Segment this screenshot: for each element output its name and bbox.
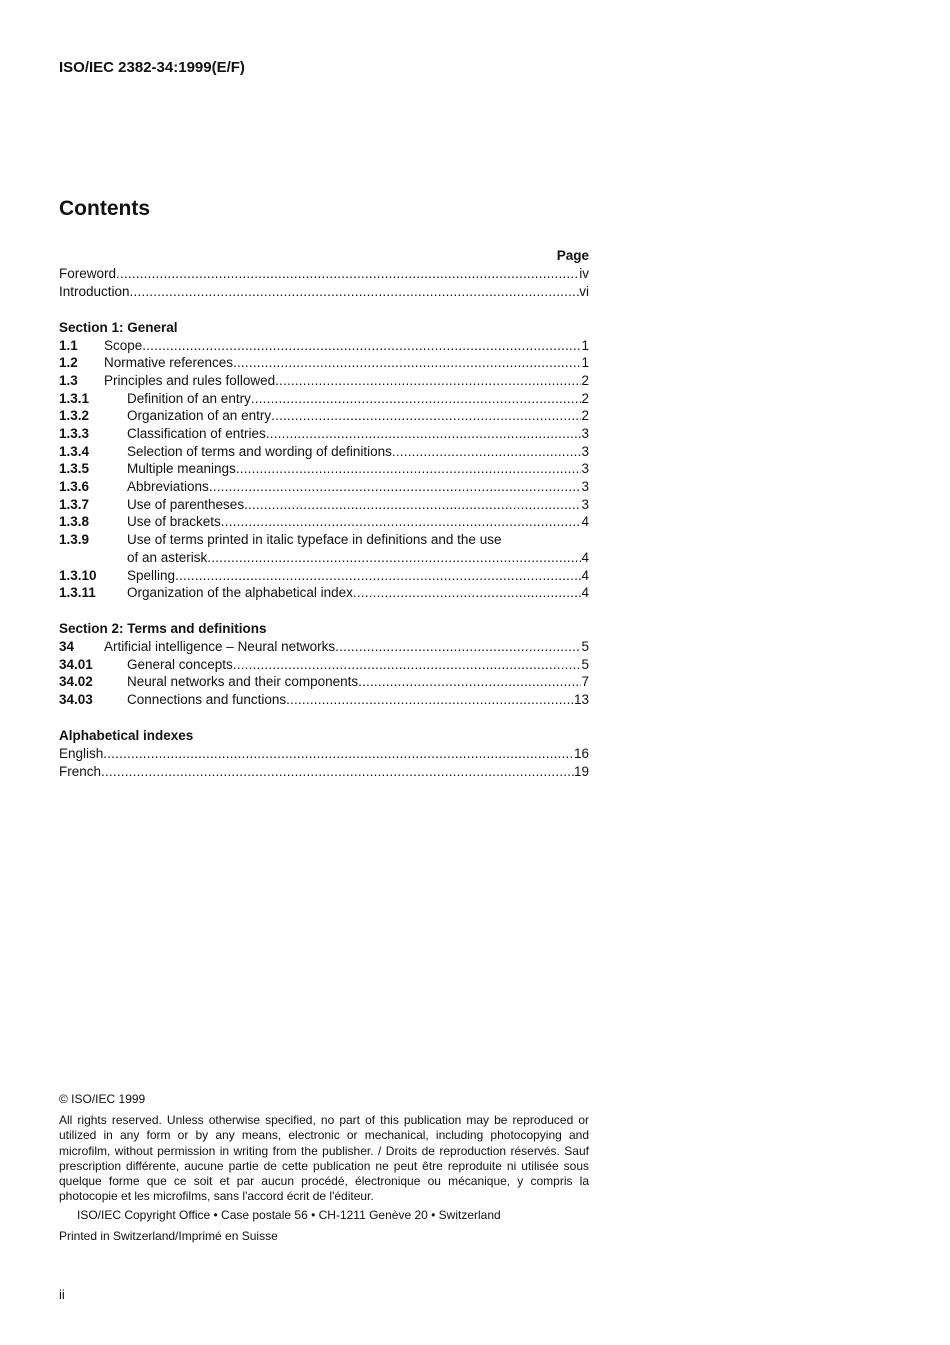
toc-page: 2 bbox=[581, 390, 589, 406]
toc-page: 13 bbox=[573, 692, 589, 708]
toc-number: 1.3.8 bbox=[59, 514, 90, 530]
toc-title: English bbox=[59, 746, 104, 761]
toc-entry[interactable] bbox=[59, 656, 589, 674]
toc-title: Use of terms printed in italic typeface in definitions and the use bbox=[127, 532, 502, 548]
toc-number: 1.3.7 bbox=[59, 496, 90, 512]
toc-entry-french-index[interactable] bbox=[59, 763, 589, 781]
toc-title: Scope bbox=[104, 337, 143, 353]
toc-number: 1.3.4 bbox=[59, 443, 90, 459]
section-2-heading: Section 2: Terms and definitions bbox=[59, 621, 267, 637]
toc-entry-introduction[interactable] bbox=[59, 283, 589, 301]
toc-page: 1 bbox=[581, 355, 589, 371]
toc-entry-foreword[interactable] bbox=[59, 265, 589, 283]
toc-page: 3 bbox=[581, 496, 589, 512]
toc-entry-english-index[interactable] bbox=[59, 745, 589, 763]
page-column-label: Page bbox=[556, 248, 589, 263]
toc-title: Selection of terms and wording of definitions bbox=[127, 443, 392, 459]
table-of-contents bbox=[59, 247, 589, 780]
toc-entry[interactable] bbox=[59, 443, 589, 461]
toc-number: 1.3.11 bbox=[59, 585, 96, 601]
toc-title: Definition of an entry bbox=[127, 390, 251, 406]
toc-entry[interactable] bbox=[59, 584, 589, 602]
toc-page: 3 bbox=[581, 426, 589, 441]
toc-number: 1.3.5 bbox=[59, 461, 90, 477]
page-number: ii bbox=[59, 1287, 65, 1302]
toc-title: Neural networks and their components bbox=[127, 674, 359, 690]
toc-entry[interactable] bbox=[59, 638, 589, 656]
toc-page: iv bbox=[579, 266, 589, 281]
toc-title: Use of parentheses bbox=[127, 496, 245, 512]
toc-number: 1.3.3 bbox=[59, 426, 90, 441]
toc-number: 1.2 bbox=[59, 355, 78, 371]
toc-entry[interactable] bbox=[59, 390, 589, 408]
contents-title: Contents bbox=[59, 197, 150, 220]
toc-page: 7 bbox=[581, 674, 589, 690]
toc-title: Organization of the alphabetical index bbox=[127, 585, 353, 601]
toc-entry[interactable] bbox=[59, 673, 589, 691]
toc-page: vi bbox=[579, 283, 589, 299]
toc-title: Classification of entries bbox=[127, 426, 266, 441]
toc-page: 4 bbox=[581, 567, 589, 583]
rights-statement: All rights reserved. Unless otherwise specified, no part of this publication may be reproduced or utilized in any form or by any means, electronic or mechanical, including photocopying and microfilm, without permission in writing from the publisher. / Droits de reproduction réservés. Sauf prescription différente, aucune partie de cette publication ne peut être reproduite ni utilisée sous quelque forme que ce soit et par aucun procédé, électronique ou mécanique, y compris la photocopie et les microfilms, sans l'accord écrit de l'éditeur. bbox=[59, 1113, 589, 1204]
toc-title: Principles and rules followed bbox=[104, 372, 276, 388]
toc-entry[interactable] bbox=[59, 567, 589, 585]
toc-page: 1 bbox=[581, 337, 589, 353]
toc-title: Organization of an entry bbox=[127, 408, 272, 424]
toc-number: 1.3.6 bbox=[59, 479, 90, 495]
toc-entry-continuation[interactable] bbox=[59, 549, 589, 567]
toc-entry[interactable] bbox=[59, 460, 589, 478]
section-1-heading: Section 1: General bbox=[59, 319, 178, 335]
copyright-office-address: ISO/IEC Copyright Office • Case postale 56 • CH-1211 Genève 20 • Switzerland bbox=[77, 1208, 501, 1223]
toc-entry[interactable] bbox=[59, 478, 589, 496]
toc-entry[interactable] bbox=[59, 337, 589, 355]
toc-number: 1.3.1 bbox=[59, 390, 90, 406]
toc-entry[interactable] bbox=[59, 354, 589, 372]
toc-title: Multiple meanings bbox=[127, 461, 236, 477]
toc-number: 34.02 bbox=[59, 674, 93, 690]
toc-entry[interactable] bbox=[59, 513, 589, 531]
toc-entry[interactable] bbox=[59, 425, 589, 443]
toc-title: of an asterisk bbox=[127, 549, 208, 565]
toc-number: 1.3.2 bbox=[59, 408, 90, 424]
toc-page: 3 bbox=[581, 443, 589, 459]
toc-entry[interactable] bbox=[59, 691, 589, 709]
toc-number: 1.3.9 bbox=[59, 532, 90, 548]
toc-number: 1.3 bbox=[59, 372, 78, 388]
toc-page: 4 bbox=[581, 549, 589, 565]
toc-number: 1.1 bbox=[59, 337, 78, 353]
copyright-line: © ISO/IEC 1999 bbox=[59, 1092, 146, 1106]
printed-in: Printed in Switzerland/Imprimé en Suisse bbox=[59, 1228, 278, 1243]
toc-page: 16 bbox=[573, 746, 589, 761]
toc-title: Normative references bbox=[104, 355, 234, 371]
toc-entry[interactable] bbox=[59, 531, 589, 549]
toc-page: 5 bbox=[581, 639, 589, 655]
toc-page: 3 bbox=[581, 461, 589, 477]
toc-number: 1.3.10 bbox=[59, 567, 97, 583]
toc-title: French bbox=[59, 763, 102, 779]
toc-page: 4 bbox=[581, 514, 589, 530]
toc-title: Connections and functions bbox=[127, 692, 287, 708]
toc-page: 5 bbox=[581, 656, 589, 672]
toc-entry[interactable] bbox=[59, 407, 589, 425]
toc-page: 4 bbox=[581, 585, 589, 601]
toc-title: Use of brackets bbox=[127, 514, 221, 530]
toc-page: 2 bbox=[581, 408, 589, 424]
toc-title: Introduction bbox=[59, 283, 130, 299]
toc-title: General concepts bbox=[127, 656, 233, 672]
toc-title: Artificial intelligence – Neural networks bbox=[104, 639, 336, 655]
toc-number: 34.03 bbox=[59, 692, 93, 708]
toc-page: 3 bbox=[581, 479, 589, 495]
toc-page: 2 bbox=[581, 372, 589, 388]
toc-page: 19 bbox=[573, 763, 589, 779]
toc-entry[interactable] bbox=[59, 496, 589, 514]
toc-title: Spelling bbox=[127, 567, 176, 583]
toc-title: Abbreviations bbox=[127, 479, 209, 495]
copyright-block bbox=[59, 1092, 589, 1244]
indexes-heading: Alphabetical indexes bbox=[59, 728, 194, 744]
document-id: ISO/IEC 2382-34:1999(E/F) bbox=[59, 59, 245, 76]
toc-number: 34.01 bbox=[59, 656, 93, 672]
toc-title: Foreword bbox=[59, 266, 117, 281]
toc-entry[interactable] bbox=[59, 372, 589, 390]
toc-number: 34 bbox=[59, 639, 75, 655]
